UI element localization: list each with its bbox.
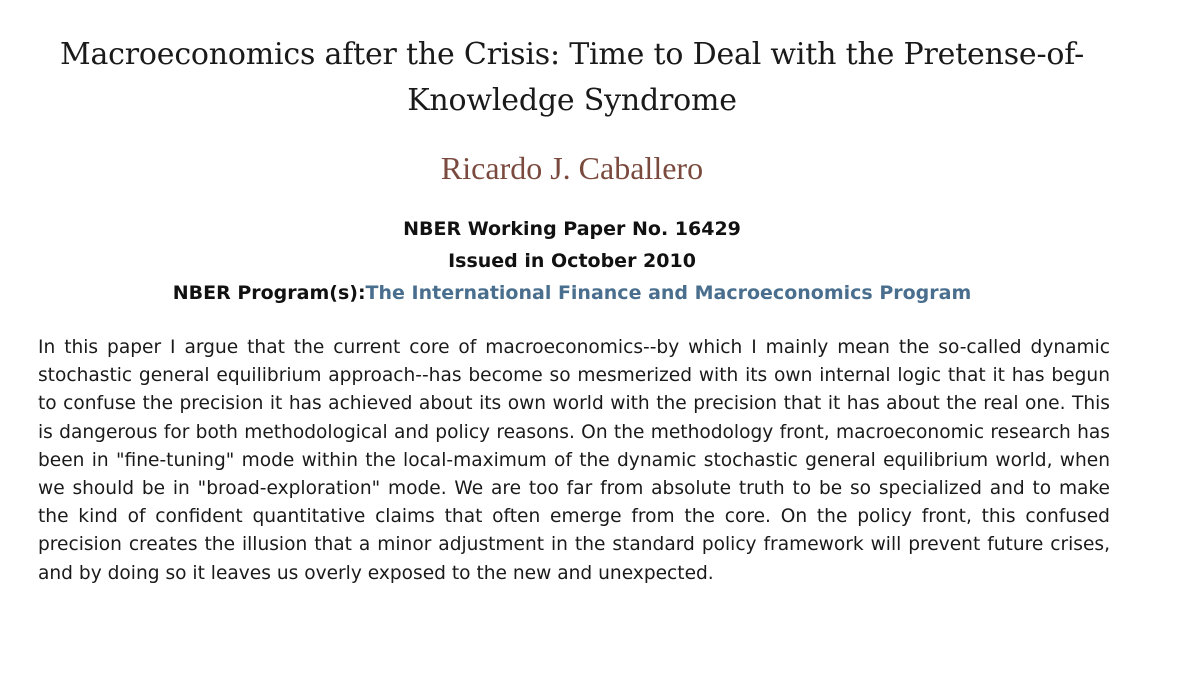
abstract-text: In this paper I argue that the current core of macroeconomics--by which I mainly mean the so-called dynamic stochastic general equilibrium approach--has become so mesmerized with its own internal logic that it has begun to confuse the precision it has achieved about its own world with the precision that it has about the real one. This is dangerous for both methodological and policy reasons. On the methodology front, macroeconomic research has been in "fine-tuning" mode within the local-maximum of the dynamic stochastic general equilibrium world, when we should be in "broad-exploration" mode. We are too far from absolute truth to be so specialized and to make the kind of confident quantitative claims that often emerge from the core. On the policy front, this confused precision creates the illusion that a minor adjustment in the standard policy framework will prevent future crises, and by doing so it leaves us overly exposed to the new and unexpected. [38,337,1110,584]
paper-author: Ricardo J. Caballero [440,150,704,186]
program-line [0,281,1144,305]
working-paper-number: NBER Working Paper No. 16429 [403,218,741,240]
issued-date: Issued in October 2010 [448,250,696,272]
program-label: NBER Program(s): [172,282,366,304]
paper-title [0,32,1144,124]
program-link[interactable]: The International Finance and Macroeconomics Program [365,282,972,304]
paper-title-line-1: Macroeconomics after the Crisis: Time to Deal with the Pretense-of- [59,37,1085,72]
paper-title-line-2: Knowledge Syndrome [407,83,737,118]
